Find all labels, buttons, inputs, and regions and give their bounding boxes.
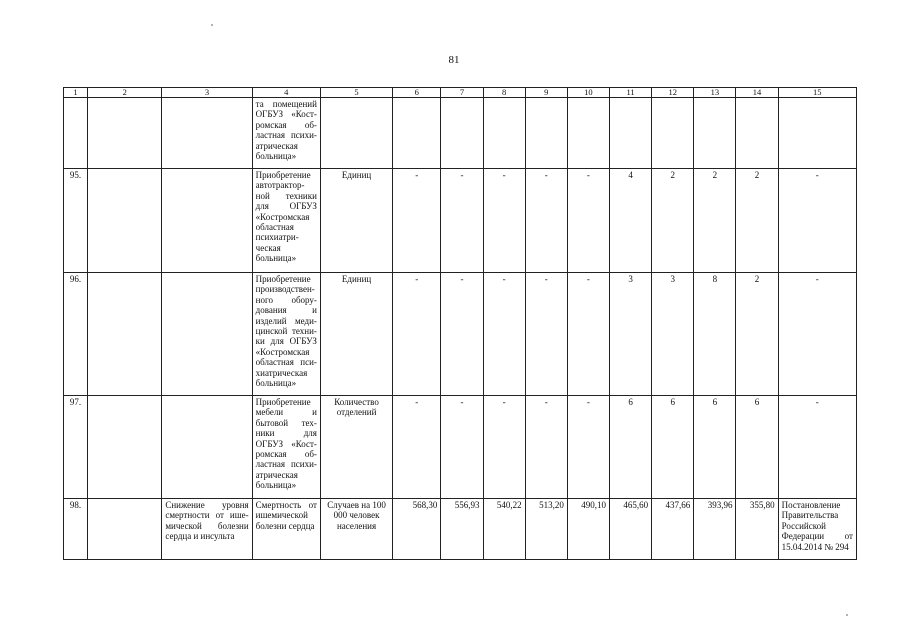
header-cell: 1 (64, 88, 88, 98)
value-cell (567, 98, 609, 169)
value-cell: 490,10 (567, 499, 609, 560)
header-cell: 4 (252, 88, 320, 98)
header-cell: 11 (609, 88, 651, 98)
value-cell: - (483, 273, 525, 396)
table-row-98 (64, 499, 857, 560)
goal-cell (162, 98, 252, 169)
value-cell (393, 98, 441, 169)
value-cell: 8 (694, 273, 736, 396)
unit-cell: Случаев на 100 000 человек населения (320, 499, 392, 560)
table-row-97 (64, 396, 857, 499)
value-cell: 556,93 (441, 499, 483, 560)
indicator-cell: та помещений ОГБУЗ «Кост-ромская об-ластная психи-атрическая больница» (252, 98, 320, 169)
unit-cell: Количество отделений (320, 396, 392, 499)
value-cell: 2 (736, 273, 778, 396)
header-cell: 3 (162, 88, 252, 98)
program-indicators-table (63, 87, 857, 560)
goal-cell (162, 396, 252, 499)
value-cell: - (393, 396, 441, 499)
scan-speck (846, 614, 848, 616)
value-cell: - (525, 169, 567, 273)
header-cell: 15 (778, 88, 856, 98)
row-number-cell: 96. (64, 273, 88, 396)
value-cell: 2 (694, 169, 736, 273)
unit-cell (320, 98, 392, 169)
source-cell: - (778, 396, 856, 499)
indicator-cell: Смертность от ишемической болезни сердца (252, 499, 320, 560)
value-cell: 3 (652, 273, 694, 396)
indicator-cell: Приобретение автотрактор-ной техники для ОГБУЗ «Костромская областная психиатри-ческая больница» (252, 169, 320, 273)
value-cell: - (567, 169, 609, 273)
value-cell (441, 98, 483, 169)
value-cell: 568,30 (393, 499, 441, 560)
header-cell: 7 (441, 88, 483, 98)
header-cell: 13 (694, 88, 736, 98)
goal-cell (162, 169, 252, 273)
table-header-row (64, 88, 857, 98)
value-cell: - (483, 169, 525, 273)
value-cell: 465,60 (609, 499, 651, 560)
row-number-cell: 98. (64, 499, 88, 560)
value-cell (483, 98, 525, 169)
value-cell: - (567, 396, 609, 499)
value-cell: 6 (609, 396, 651, 499)
value-cell: - (393, 169, 441, 273)
value-cell (736, 98, 778, 169)
cell-col2 (88, 273, 162, 396)
header-cell: 6 (393, 88, 441, 98)
value-cell (609, 98, 651, 169)
value-cell: - (567, 273, 609, 396)
value-cell: 6 (694, 396, 736, 499)
source-cell: Постановление Правительства Российской Федерации от 15.04.2014 № 294 (778, 499, 856, 560)
value-cell: 355,80 (736, 499, 778, 560)
value-cell: 4 (609, 169, 651, 273)
value-cell: - (441, 169, 483, 273)
source-cell: - (778, 169, 856, 273)
cell-col2 (88, 396, 162, 499)
value-cell: - (483, 396, 525, 499)
header-cell: 5 (320, 88, 392, 98)
unit-cell: Единиц (320, 169, 392, 273)
header-cell: 10 (567, 88, 609, 98)
row-number-cell: 95. (64, 169, 88, 273)
value-cell: 6 (652, 396, 694, 499)
source-cell: - (778, 273, 856, 396)
indicator-cell: Приобретение мебели и бытовой тех-ники для ОГБУЗ «Кост-ромская об-ластная психи-атрическая больница» (252, 396, 320, 499)
value-cell (525, 98, 567, 169)
source-cell (778, 98, 856, 169)
cell-col2 (88, 169, 162, 273)
value-cell: - (441, 273, 483, 396)
value-cell (694, 98, 736, 169)
header-cell: 14 (736, 88, 778, 98)
row-number-cell: 97. (64, 396, 88, 499)
indicator-cell: Приобретение производствен-ного обору-дования и изделий меди-цинской техни-ки для ОГБУЗ «Костромская областная пси-хиатрическая больница» (252, 273, 320, 396)
value-cell: - (525, 396, 567, 499)
value-cell: - (525, 273, 567, 396)
value-cell: - (441, 396, 483, 499)
value-cell: 3 (609, 273, 651, 396)
scan-speck (211, 24, 213, 26)
table-row-95 (64, 169, 857, 273)
unit-cell: Единиц (320, 273, 392, 396)
value-cell: 2 (652, 169, 694, 273)
cell-col2 (88, 499, 162, 560)
header-cell: 9 (525, 88, 567, 98)
header-cell: 12 (652, 88, 694, 98)
header-cell: 8 (483, 88, 525, 98)
value-cell: - (393, 273, 441, 396)
value-cell: 540,22 (483, 499, 525, 560)
cell-col2 (88, 98, 162, 169)
value-cell: 6 (736, 396, 778, 499)
goal-cell: Снижение уровня смертности от ише-мической болезни сердца и инсульта (162, 499, 252, 560)
row-number-cell (64, 98, 88, 169)
page-number: 81 (448, 54, 460, 66)
table-row-96 (64, 273, 857, 396)
table-row-continuation (64, 98, 857, 169)
header-cell: 2 (88, 88, 162, 98)
value-cell: 2 (736, 169, 778, 273)
goal-cell (162, 273, 252, 396)
value-cell: 513,20 (525, 499, 567, 560)
value-cell (652, 98, 694, 169)
value-cell: 437,66 (652, 499, 694, 560)
value-cell: 393,96 (694, 499, 736, 560)
